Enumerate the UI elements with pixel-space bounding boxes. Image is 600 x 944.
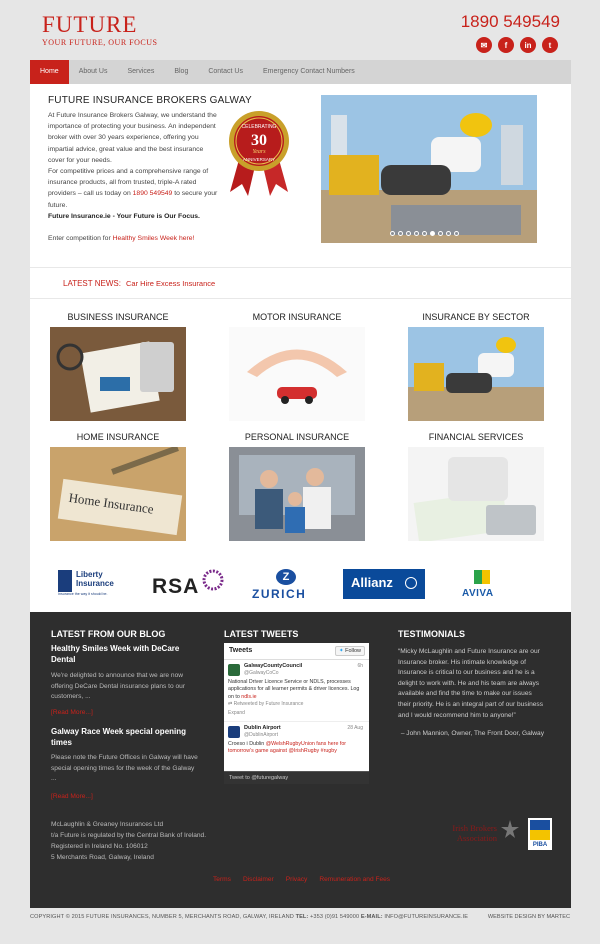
- intro-text-span: For competitive prices and a comprehensive range of insurance products, all from trusted, triple-A rated providers – call us today on: [48, 168, 209, 198]
- logo-wordmark: FUTURE: [42, 12, 138, 37]
- nav-services[interactable]: Services: [127, 68, 155, 75]
- face: [288, 492, 302, 506]
- intro-paragraph-2: [48, 166, 218, 211]
- service-title-sector[interactable]: INSURANCE BY SECTOR: [422, 312, 530, 322]
- page-title: FUTURE INSURANCE BROKERS GALWAY: [48, 95, 252, 106]
- intro-paragraph-1: At Future Insurance Brokers Galway, we understand the importance of protecting your business. An independent broker with over 30 years experience, offering you impartial advice, great value and the best insurance cover for your needs.: [48, 112, 217, 164]
- badge-bottom-text: ANNIVERSARY: [242, 157, 276, 162]
- terms-link[interactable]: Terms: [213, 876, 231, 883]
- personal-insurance-image[interactable]: [229, 447, 365, 541]
- copyright: [30, 914, 468, 920]
- legal-line: t/a Future is regulated by the Central Bank of Ireland.: [51, 832, 207, 839]
- hero-image: [321, 95, 537, 243]
- slider-dot[interactable]: [422, 231, 427, 236]
- testimonials-heading: TESTIMONIALS: [398, 629, 465, 639]
- slider-dot[interactable]: [438, 231, 443, 236]
- iba-star: [501, 820, 519, 838]
- badge-top-text: CELEBRATING: [241, 124, 277, 130]
- divider: [30, 267, 571, 268]
- site-logo[interactable]: [42, 14, 172, 47]
- aviva-name: AVIVA: [462, 588, 494, 599]
- person: [255, 489, 283, 529]
- facebook-icon[interactable]: f: [498, 37, 514, 53]
- tweets-heading: LATEST TWEETS: [224, 629, 299, 639]
- slider-dot[interactable]: [446, 231, 451, 236]
- wheel: [281, 396, 289, 404]
- blog-post: [51, 726, 201, 800]
- blog-post-excerpt: Please note the Future Offices in Galway will have special opening times for the week of the Galway ...: [51, 754, 198, 782]
- face: [306, 468, 324, 486]
- tweet-author[interactable]: Dublin Airport: [244, 725, 281, 731]
- sector-illustration: [408, 327, 544, 421]
- slider-dots: [390, 231, 459, 236]
- rsa-petals: [204, 571, 222, 589]
- design-credit[interactable]: WEBSITE DESIGN BY MARTEC: [487, 914, 570, 920]
- nav-home[interactable]: Home: [30, 60, 69, 84]
- tweet-body: Croeso i Dublin: [228, 741, 266, 747]
- risk-card: [100, 377, 130, 391]
- intro-text-span: Enter competition for: [48, 235, 113, 243]
- remuneration-link[interactable]: Remuneration and Fees: [319, 876, 391, 883]
- intro-text: [48, 110, 218, 244]
- nav-contact-us[interactable]: Contact Us: [208, 68, 243, 75]
- email-icon[interactable]: ✉: [476, 37, 492, 53]
- tweet-item[interactable]: [224, 722, 369, 770]
- logo-tagline: YOUR FUTURE, OUR FOCUS: [42, 38, 158, 47]
- slider-dot[interactable]: [398, 231, 403, 236]
- retweet-label: Retweeted by Future Insurance: [233, 701, 304, 707]
- service-title-motor[interactable]: MOTOR INSURANCE: [252, 312, 342, 322]
- testimonial-quote: “Micky McLaughlin and Future Insurance are our Insurance broker. His intimate knowledge of Insurance is critical to our business and he is a delight to work with. He and his team are always available and find the time to make our issues their priority. He is an integral part of our business and I would recommend him to anyone!”: [398, 648, 544, 719]
- excavator: [329, 155, 379, 195]
- retweet-meta: ⇄ Retweeted by Future Insurance: [228, 701, 304, 707]
- tweet-to-label: Tweet to @futuregalway: [229, 775, 289, 781]
- badge-years: Years: [252, 149, 266, 155]
- blog-heading: LATEST FROM OUR BLOG: [51, 629, 166, 639]
- latest-news-link[interactable]: Car Hire Excess Insurance: [126, 279, 216, 288]
- twitter-icon[interactable]: t: [542, 37, 558, 53]
- intro-text-span: to secure your future.: [48, 190, 218, 209]
- financial-illustration: [408, 447, 544, 541]
- intro-paragraph-4: [48, 233, 218, 244]
- social-links: [476, 37, 558, 53]
- follow-label: Follow: [345, 648, 361, 654]
- read-more-link[interactable]: [Read More...]: [51, 792, 93, 800]
- footer-phone[interactable]: +353 (0)91 549000: [310, 914, 360, 920]
- building: [501, 125, 523, 185]
- header-phone[interactable]: 1890 549549: [460, 12, 560, 31]
- email-label: E-MAIL:: [360, 914, 383, 920]
- home-insurance-note-text: Home Insurance: [67, 489, 155, 517]
- footer-email[interactable]: INFO@FUTUREINSURANCE.IE: [384, 914, 469, 920]
- tweet-time: 6h: [357, 663, 363, 669]
- aviva-mark-icon: [474, 570, 490, 584]
- service-title-home[interactable]: HOME INSURANCE: [76, 432, 160, 442]
- spacer: [48, 222, 218, 233]
- iba-line-1: Irish Brokers: [452, 823, 497, 833]
- service-title-business[interactable]: BUSINESS INSURANCE: [67, 312, 169, 322]
- home-insurance-image[interactable]: [50, 447, 186, 541]
- trousers: [446, 373, 492, 393]
- financial-services-image[interactable]: [408, 447, 544, 541]
- hand: [448, 457, 508, 501]
- sector-insurance-image[interactable]: [408, 327, 544, 421]
- piba-name: PIBA: [532, 842, 548, 848]
- legal-line: McLaughlin & Greaney Insurances Ltd: [51, 821, 164, 828]
- tweet-compose[interactable]: [224, 771, 369, 784]
- legal-line: Registered in Ireland No. 106012: [51, 843, 148, 850]
- rsa-name: RSA: [152, 575, 200, 598]
- allianz-eagle-icon: [405, 577, 417, 589]
- home-illustration: [50, 447, 186, 541]
- liberty-name-2: Insurance: [76, 579, 114, 588]
- liberty-statue-icon: [58, 570, 72, 592]
- service-title-personal[interactable]: PERSONAL INSURANCE: [244, 432, 350, 442]
- intro-phone-link[interactable]: 1890 549549: [132, 190, 173, 198]
- competition-link[interactable]: Healthy Smiles Week here!: [112, 235, 195, 243]
- widget-title: Tweets: [229, 647, 253, 654]
- wheel: [305, 396, 313, 404]
- testimonial: [398, 647, 544, 740]
- liberty-logo[interactable]: [58, 570, 128, 598]
- tweet-author[interactable]: GalwayCountyCouncil: [244, 663, 303, 669]
- badge-number: 30: [251, 132, 267, 149]
- avatar: [228, 664, 240, 676]
- follow-button[interactable]: [335, 646, 365, 656]
- nav-about-us[interactable]: About Us: [78, 68, 108, 75]
- blog-post-title[interactable]: Galway Race Week special opening times: [51, 727, 187, 747]
- legal-info: [51, 819, 251, 863]
- read-more-link[interactable]: [Read More...]: [51, 708, 93, 716]
- anniversary-badge: [222, 108, 296, 198]
- footer-links: [213, 876, 390, 883]
- calculator: [486, 505, 536, 535]
- linkedin-icon[interactable]: in: [520, 37, 536, 53]
- copyright-text: COPYRIGHT © 2015 FUTURE INSURANCES, NUMBER 5, MERCHANTS ROAD, GALWAY, IRELAND: [30, 914, 294, 920]
- iba-star-icon: [500, 819, 520, 839]
- liberty-name: Liberty: [76, 570, 103, 579]
- person: [303, 487, 331, 529]
- rsa-flower-icon: [202, 569, 224, 591]
- slider-dot[interactable]: [414, 231, 419, 236]
- tweet-item[interactable]: [224, 660, 369, 722]
- tweet-handle: @DublinAirport: [244, 732, 278, 738]
- slogan-text: Future Insurance.ie - Your Future is Our Focus.: [48, 212, 200, 220]
- tweet-handle: @GalwayCoCo: [244, 670, 279, 676]
- calculator: [140, 342, 174, 392]
- liberty-tagline: Insurance the way it should be.: [58, 592, 108, 596]
- zurich-name: ZURICH: [252, 587, 307, 601]
- business-insurance-image[interactable]: [50, 327, 186, 421]
- hard-hat: [496, 337, 516, 353]
- intro-slogan: [48, 211, 218, 222]
- blog-post-excerpt: We're delighted to announce that we are now offering DeCare Dental insurance plans to our customers, ...: [51, 672, 186, 700]
- child: [285, 507, 305, 533]
- excavator: [414, 363, 444, 391]
- tweet-link[interactable]: @WelshRugbyUnion fans here for tomorrow's game against @IrishRugby #rugby: [228, 741, 347, 755]
- nav-emergency-contacts[interactable]: Emergency Contact Numbers: [262, 68, 355, 75]
- privacy-link[interactable]: Privacy: [285, 876, 308, 883]
- iba-line-2: Association: [456, 833, 497, 843]
- divider: [30, 298, 571, 299]
- disclaimer-link[interactable]: Disclaimer: [242, 876, 274, 883]
- personal-illustration: [229, 447, 365, 541]
- nav-blog[interactable]: Blog: [174, 68, 189, 75]
- service-title-financial[interactable]: FINANCIAL SERVICES: [428, 432, 524, 442]
- twitter-bird-icon: ✦: [338, 648, 344, 654]
- blog-post: [51, 643, 201, 716]
- piba-shield-icon: [530, 820, 550, 840]
- blog-post-title[interactable]: Healthy Smiles Week with DeCare Dental: [51, 644, 180, 664]
- expand-link[interactable]: Expand: [228, 710, 245, 716]
- legal-line: 5 Merchants Road, Galway, Ireland: [51, 854, 154, 861]
- tweet-text: [228, 741, 362, 756]
- motor-insurance-image[interactable]: [229, 327, 365, 421]
- slider-dot[interactable]: [390, 231, 395, 236]
- latest-news-label: LATEST NEWS:: [63, 279, 121, 288]
- aviva-logo[interactable]: [460, 570, 504, 602]
- avatar: [228, 726, 240, 738]
- zurich-z-icon: Z: [276, 569, 296, 585]
- motor-illustration: [229, 327, 365, 421]
- allianz-name: Allianz: [351, 575, 393, 590]
- widget-header: [224, 643, 369, 660]
- tel-label: TEL:: [295, 914, 309, 920]
- slider-dot[interactable]: [454, 231, 459, 236]
- main-nav: [30, 60, 571, 84]
- rsa-logo[interactable]: [152, 569, 226, 599]
- bg: [229, 327, 365, 421]
- hero-slider[interactable]: [321, 95, 537, 243]
- slider-dot-active[interactable]: [430, 231, 435, 236]
- zurich-logo[interactable]: [252, 569, 322, 601]
- tweet-time: 28 Aug: [347, 725, 363, 731]
- tweet-link[interactable]: ndls.ie: [241, 693, 257, 700]
- tweet-body: National Driver Licence Service or NDLS, processes applications for all learner permits & driver licences. Log on to: [228, 679, 360, 700]
- piba-logo[interactable]: [528, 818, 552, 850]
- slider-dot[interactable]: [406, 231, 411, 236]
- hard-hat: [460, 113, 492, 137]
- worker-trousers: [381, 165, 451, 195]
- allianz-logo[interactable]: [343, 569, 425, 599]
- face: [260, 470, 278, 488]
- testimonial-author: – John Mannion, Owner, The Front Door, Galway: [400, 730, 544, 738]
- twitter-widget: [224, 643, 369, 784]
- business-illustration: [50, 327, 186, 421]
- tweet-text: [228, 679, 362, 701]
- irish-brokers-association-logo[interactable]: [421, 823, 501, 849]
